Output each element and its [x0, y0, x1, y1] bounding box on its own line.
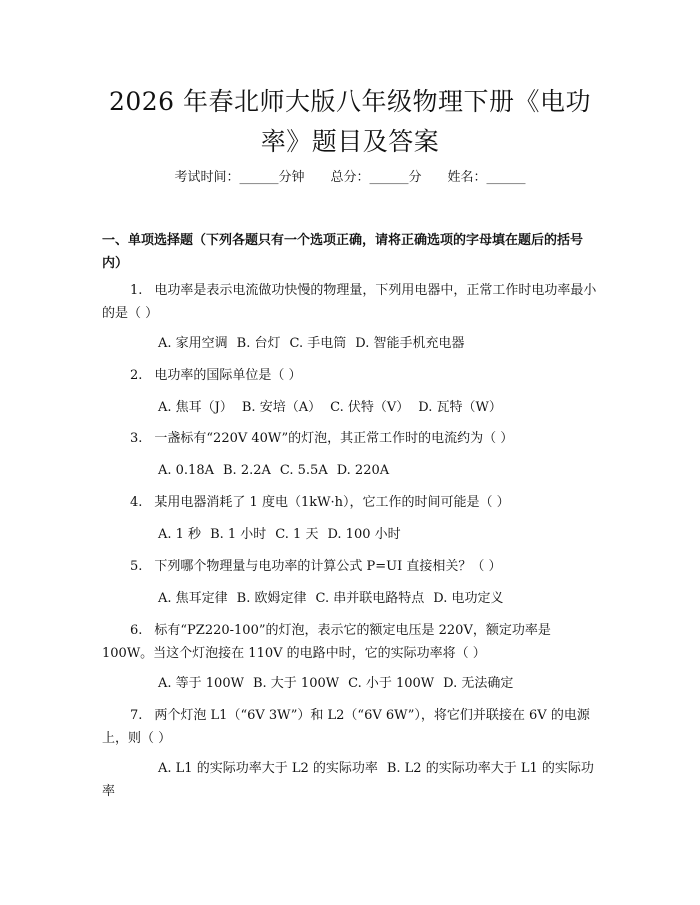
- question-3: [102, 427, 602, 450]
- option-d: D. 电功定义: [433, 591, 504, 606]
- option-d: D. 100 小时: [327, 527, 401, 542]
- option-b: B. L2 的实际功率大于 L1 的实际功率: [102, 761, 594, 799]
- question-2: [102, 364, 602, 387]
- option-a: A. 等于 100W: [158, 676, 244, 691]
- option-c: C. 5.5A: [279, 463, 328, 478]
- option-d: D. 220A: [336, 463, 390, 478]
- question-text: 一盏标有“220V 40W”的灯泡，其正常工作时的电流约为（ ）: [154, 431, 514, 446]
- option-d: D. 智能手机充电器: [355, 336, 465, 351]
- option-a: A. 焦耳定律: [158, 591, 228, 606]
- options-6: [102, 672, 602, 695]
- question-text: 标有“PZ220-100”的灯泡，表示它的额定电压是 220V，额定功率是 100W。当这个灯泡接在 110V 的电路中时，它的实际功率将（ ）: [102, 623, 551, 661]
- option-c: C. 伏特（V）: [330, 400, 410, 415]
- question-number: 6.: [130, 623, 143, 638]
- document-title: [60, 82, 640, 162]
- option-c: C. 1 天: [275, 527, 319, 542]
- option-c: C. 小于 100W: [348, 676, 435, 691]
- option-d: D. 无法确定: [443, 676, 514, 691]
- question-text: 电功率是表示电流做功快慢的物理量，下列用电器中，正常工作时电功率最小的是（ ）: [102, 283, 597, 321]
- options-5: [102, 587, 602, 610]
- section-heading: 一、单项选择题（下列各题只有一个选项正确，请将正确选项的字母填在题后的括号内）: [102, 233, 584, 271]
- exam-meta: [0, 168, 700, 188]
- question-number: 2.: [130, 368, 143, 383]
- question-7: [102, 704, 602, 750]
- question-number: 5.: [130, 559, 143, 574]
- option-b: B. 大于 100W: [252, 676, 340, 691]
- question-6: [102, 619, 602, 665]
- option-b: B. 安培（A）: [241, 400, 322, 415]
- question-number: 7.: [130, 708, 143, 723]
- options-4: [102, 523, 602, 546]
- options-7: [102, 757, 602, 803]
- exam-time: 考试时间：______分钟: [174, 170, 305, 185]
- question-text: 两个灯泡 L1（“6V 3W”）和 L2（“6V 6W”），将它们并联接在 6V 的电源上，则（ ）: [102, 708, 590, 746]
- question-text: 某用电器消耗了 1 度电（1kW·h），它工作的时间可能是（ ）: [154, 495, 510, 510]
- question-number: 3.: [130, 431, 143, 446]
- title-line-2: 率》题目及答案: [260, 127, 440, 156]
- title-line-1: 2026 年春北师大版八年级物理下册《电功: [108, 87, 592, 116]
- student-name: 姓名：______: [447, 170, 526, 185]
- exam-score: 总分：______分: [330, 170, 422, 185]
- option-a: A. 家用空调: [158, 336, 228, 351]
- option-a: A. 0.18A: [158, 463, 214, 478]
- question-number: 1.: [130, 283, 143, 298]
- question-1: [102, 279, 602, 325]
- question-4: [102, 491, 602, 514]
- options-3: [102, 459, 602, 482]
- option-b: B. 2.2A: [223, 463, 271, 478]
- option-a: A. L1 的实际功率大于 L2 的实际功率: [158, 761, 378, 776]
- option-a: A. 1 秒: [158, 527, 202, 542]
- option-b: B. 欧姆定律: [236, 591, 307, 606]
- option-c: C. 串并联电路特点: [315, 591, 425, 606]
- option-c: C. 手电筒: [289, 336, 347, 351]
- question-text: 电功率的国际单位是（ ）: [154, 368, 302, 383]
- question-text: 下列哪个物理量与电功率的计算公式 P=UI 直接相关？（ ）: [154, 559, 502, 574]
- options-2: [102, 396, 602, 419]
- option-b: B. 1 小时: [210, 527, 267, 542]
- option-a: A. 焦耳（J）: [158, 400, 233, 415]
- question-5: [102, 555, 602, 578]
- option-d: D. 瓦特（W）: [418, 400, 502, 415]
- option-b: B. 台灯: [236, 336, 281, 351]
- options-1: [102, 332, 602, 355]
- question-number: 4.: [130, 495, 143, 510]
